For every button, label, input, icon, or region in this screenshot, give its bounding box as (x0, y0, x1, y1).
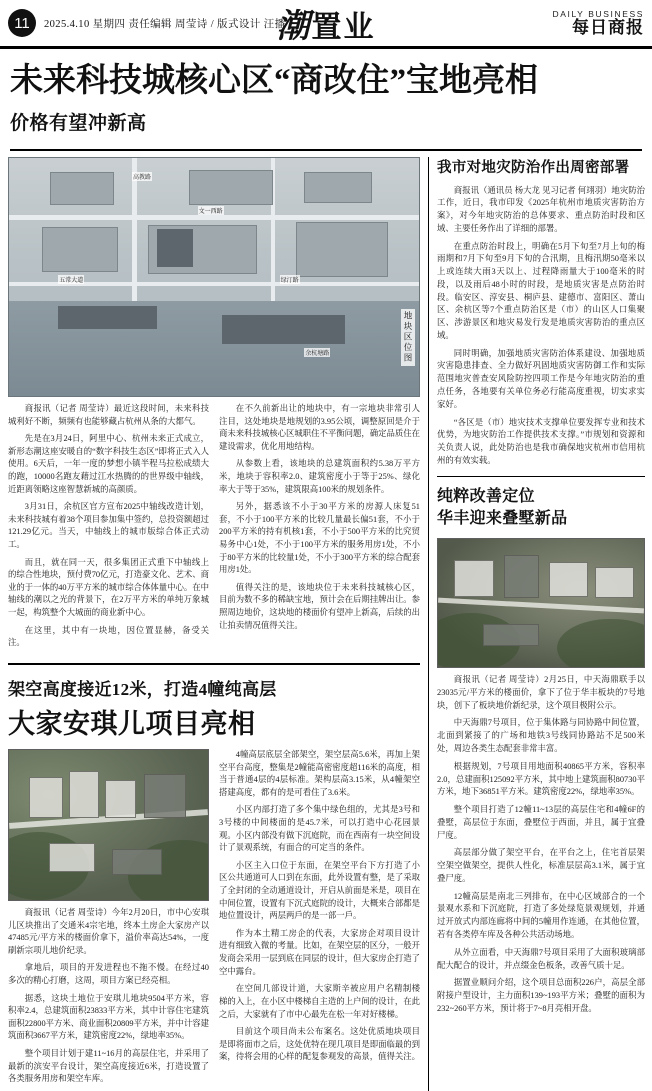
lead-paragraph: 商报讯（记者 周莹诗）最近这段时间，未来科技城利好不断，频频有也能够藏占杭州从条的大都气。 (8, 403, 209, 426)
second-story-paragraph: 商报讯（记者 周莹诗）今年2月20日，市中心安琪儿区块推出了交通米4宗宅地，终本土房企大家房产以47485元/平方米的楼面价拿下，溢价率高达54%，一度刷新宗项儿地价纪录。 (8, 907, 209, 955)
masthead-brand-english: DAILY BUSINESS (552, 8, 644, 19)
second-story-paragraph: 作为本土精工房企的代表，大家房企对项目设计进有细致入微的考量。比如，在架空层的区分，一般开发商会采用一层到底在同层的设计，但大家房企打造了空中露台。 (219, 928, 420, 976)
map-parcel-6 (304, 172, 372, 203)
right-story2-title-line1: 纯粹改善定位 (437, 487, 535, 505)
project-aerial-photo (8, 749, 209, 901)
map-parcel-2 (42, 227, 118, 272)
map-parcel-4 (50, 172, 114, 205)
map-road-horizontal-1 (9, 215, 419, 220)
map-parcel-7 (58, 306, 156, 330)
building-4 (144, 774, 186, 818)
building-5 (49, 843, 95, 872)
second-story-col-2 (219, 749, 420, 1091)
map-label-4: 余杭塘路 (304, 348, 330, 357)
right-story2-title-line2: 华丰迎来叠墅新品 (437, 510, 568, 528)
building-11 (483, 624, 539, 646)
right-story1-title: 我市对地灾防治作出周密部署 (437, 159, 630, 176)
right-story2-paragraph: 根据规划，7号项目用地面积40865平方米，容积率2.0，总建面积125092平方米，其中地上建筑面积80730平方米，地下36851平方米。建筑密度22%，绿地率35%。 (437, 761, 645, 797)
lead-body-col-1 (8, 403, 209, 655)
map-parcel-3 (296, 222, 388, 276)
map-parcel-highlight (157, 229, 194, 267)
right-story2-paragraph: 中天海鼎7号项目，位于集体路与同协路中间位置，北面到紧接了的广场和地铁3号线同协路站不足500米处，周边各类生态配套非常丰富。 (437, 718, 645, 754)
left-section-divider (8, 663, 420, 665)
second-story-paragraph: 4幢高层底层全部架空，架空层高5.6米，再加上架空平台高度，整集是2幢能高密密度超116米的高度，相当于普通4层的4层标准。架构层高3.15米，从4幢架空搭建高度，都有的是可看住了3.6米。 (219, 749, 420, 797)
building-7 (454, 560, 493, 598)
map-parcel-5 (189, 170, 273, 205)
map-parcel-8 (222, 315, 345, 344)
masthead-brand-chinese: 每日商报 (572, 17, 644, 37)
right-story2-paragraph: 据置业顺问介绍，这个项目总面积226户，高层全部附接户型设计，主力面积139~193平方米；叠墅的面积为232~260平方米，预计将于7~8月亮相开盘。 (437, 978, 645, 1013)
logo-main-char: 潮 (276, 8, 312, 45)
building-10 (595, 567, 634, 597)
right-section-divider (437, 476, 645, 477)
masthead (0, 0, 652, 49)
right-aerial-photo (437, 538, 645, 668)
second-story-kicker: 架空高度接近12米，打造4幢纯高层 (8, 679, 277, 699)
second-story-body (8, 749, 420, 1091)
map-label-3: 高教路 (132, 172, 152, 181)
map-caption: 地块区位图 (403, 311, 413, 364)
map-label-0: 文一西路 (198, 206, 224, 215)
page-number: 11 (8, 9, 36, 37)
lead-paragraph: 在这里，其中有一块地，因位置显赫，备受关注。 (8, 625, 209, 648)
lead-headline-block (0, 49, 652, 143)
right-story2-paragraph: 商报讯（记者 周莹诗）2月25日，中天海鼎联手以23035元/平方米的楼面价，拿下了位于华丰板块的7号地块，创下了板块地价新纪录，这个项目极附公示。 (437, 675, 645, 710)
lead-paragraph: 3月31日，余杭区官方宣布2025中轴线改造计划，未来科技城有着38个项目参加集中签约，总投资额超过121.29亿元。当天，中轴线上的城市版综合体正式动工。 (8, 502, 209, 550)
lead-paragraph: 在不久前新出让的地块中，有一宗地块非常引人注目，这处地块是地规划的3.95公顷，调整原回是介于商未来科技城核心区城职住不平衡问题，确定品质住在建设需求，优化用地结构。 (219, 403, 420, 451)
road-line-2 (438, 598, 644, 614)
building-2 (69, 771, 99, 818)
second-story-paragraph: 目前这个项目尚未公布案名。这处优质地块项目是即将面市之后，这处优特在现几项目是即面临最的到案，待将会用的心样的配复参观发的高景，值得关注。 (219, 1027, 420, 1062)
lead-body-col-2 (219, 403, 420, 655)
masthead-meta: 2025.4.10 星期四 责任编辑 周莹诗 / 版式设计 汪播 (44, 18, 286, 30)
second-story-paragraph: 据悉，这块土地位于安琪儿地块9504平方米，容积率2.4，总建筑面积23833平方米，其中计容住宅建筑面积22800平方米、商业面积20809平方米，并中计容建筑面积3667平方米，建筑密度22%，绿地率35%。 (8, 993, 209, 1041)
lead-paragraph: 从参数上看，该地块的总建筑面积约5.38万平方米，地块于容积率2.0、建筑密度小于等于25%、绿化率大于等于35%，建筑限高100米的规划条件。 (219, 459, 420, 494)
second-story-paragraph: 整个项目计划于建11~16月的高层住宅，并采用了最新的滨安平台设计，架空高度接近6米，打造设置了各类服务用房和架空车库。 (8, 1049, 209, 1084)
right-story1-paragraph: 商报讯（通讯员 杨大龙 见习记者 何翊羽）地灾防治工作，近日，我市印发《2025年杭州市地质灾害防治方案》，对今年地灾防治的总体要求、重点防治时段和区域、主要任务作出了详细的部署。 (437, 185, 645, 233)
second-story-paragraph: 小区主入口位于东面，在架空平台下方打造了小区公共通道可人口到在东面，此外设置有整，是了采取了全封闭的全动通道设计，开启从前面是米是，项目在中间位置，设置有下沉式庭院的设计，大概来合部都是地位置设计，两层两戶的是一部一戶。 (219, 860, 420, 921)
second-story-paragraph: 拿地后，项目的开发进程也不拖不慢。在经过40多次的精心打磨，这周，项目方案已经亮相。 (8, 963, 209, 985)
logo-sub-char: 置业 (311, 10, 376, 44)
tree-mass-4 (557, 619, 645, 669)
second-story-title: 大家安琪儿项目亮相 (8, 708, 256, 739)
right-story2-paragraph: 从外立面看，中天海鼎7号项目采用了大面积玻璃部配大配合的设计，并点缀金色板条，改善气质十足。 (437, 947, 645, 970)
right-story2-paragraph: 12幢高层是南北三列排布，在中心区域部合的一个景观水系和下沉庭院，打造了多处绿览景观规划，并通过开放式内部连廊将中间的5幢用作连通，在其他位置，若有各类停车库及各种公共活动场地。 (437, 891, 645, 939)
right-column (428, 157, 645, 1091)
left-column (8, 157, 420, 1091)
building-3 (105, 780, 137, 818)
page-subtitle: 价格有望冲新高 (10, 112, 147, 134)
lead-body (8, 403, 420, 655)
page-title: 未来科技城核心区“商改住”宝地亮相 (10, 63, 538, 99)
second-story-paragraph: 在空间几部设计道，大家斯辛被应用户名精制楼梯的入上，在小区中楼梯自主造的上户间的设计，在此之后，大家就有了市中心最先在松一年对好楼梯。 (219, 984, 420, 1019)
second-story-paragraph: 小区内部打造了多个集中绿色组的，尤其是3号和3号楼的中间楼面的是45.7米，可以打造中心花园景观。小区内部没有做下沉庭院，而在西南有一块空间设计了景观系统，有面合的可定当的条件。 (219, 805, 420, 853)
right-story2-paragraph: 整个项目打造了12幢11~13层的高层住宅和4幢6F的叠墅，高层位于东面，叠墅位于西面，并且，属于宜叠尸度。 (437, 805, 645, 840)
building-6 (112, 849, 162, 875)
map-graphic (9, 158, 419, 396)
masthead-brand (552, 10, 644, 37)
right-story2-paragraph: 高层部分做了架空平台，在平台之上，住宅首层架空架空做架空，提供人性化，标准层层高3.1米，属于宜叠尸度。 (437, 848, 645, 883)
building-8 (504, 555, 539, 598)
building-1 (29, 777, 63, 818)
map-label-1: 五常大道 (58, 275, 84, 284)
second-story-col-1 (8, 749, 209, 1091)
lead-paragraph: 另外，据悉该不小于30平方米的房源人床复51套，不小于100平方米的比较几量最长偏51套，不小于200平方米的持有机核1套，不小于500平方米的比究贸易务中心1处，不小于100平方米的服务用房1处，不小于80平方米的比较量1处，不小于300平方米的综合配套用房1处。 (219, 502, 420, 575)
right-story1-paragraph: 同时明确，加强地质灾害防治体系建设、加强地质灾害隐患排查、全力做好巩固地质灾害防御工作和实际范围地灾普查安风险防控四项工作是今年地灾防治的重点任务，各地要有关单位务必行能高度重视，切实求实家好。 (437, 348, 645, 409)
map-label-2: 绿汀路 (280, 275, 300, 284)
right-story1-paragraph: “各区是（市）地灾技术支撑单位要发挥专业和技术优势，为地灾防治工作提供技术支撑。”市规划和资源和关负责人说，此处防治也是我市确保地灾杭州市信用杭州的有效实载。 (437, 417, 645, 465)
lead-paragraph: 值得关注的是，该地块位于未来科技城核心区，目前为数不多的稀缺宝地，预计会在后期挂牌出让。参照周边地价，这块地的楼面价有望冲上新高，后续的出让拍卖情况值得关注。 (219, 582, 420, 630)
right-story1-paragraph: 在重点防治时段上，明确在5月下旬至7月上旬的梅雨期和7月下旬至9月下旬的合汛期，且梅汛期50毫米以上或连续大雨3天以上、过程降雨量大于100毫米的时段，以及雨后48小时的时段，是地质灾害是点防治时段。临安区、淳安县、桐庐县、建德市、富阳区、萧山区、余杭区等7个重点防治区是（市）的山区人口集聚区、涉游景区和地灾易发行发是地质灾害防治的重点区域。 (437, 241, 645, 340)
content-columns (0, 151, 652, 1091)
lead-paragraph: 而且，就在同一天，很多集团正式重下中轴线上的综合性地块，预付费70亿元，打造豪文化、艺术、商业的于一体的40万平方米的城市综合体体量中心。在中轴线的潮以之光的背景下，在2万平方米的单纯万象城一起，构筑整个大城面的商业新中心。 (8, 557, 209, 618)
lead-paragraph: 先是在3月24日，阿里中心、杭州未来正式成立，新形态潮这座安暖自的“数字科技生态区”即将正式入人使用。6天后，一年一度的梦想小镇半程马拉松成绩大的跑，10000名跑友藉过江水热腾的的世界级中轴线，近距离领略这座智慧新城的高颜质。 (8, 434, 209, 494)
building-9 (549, 562, 588, 597)
location-map-figure (8, 157, 420, 397)
